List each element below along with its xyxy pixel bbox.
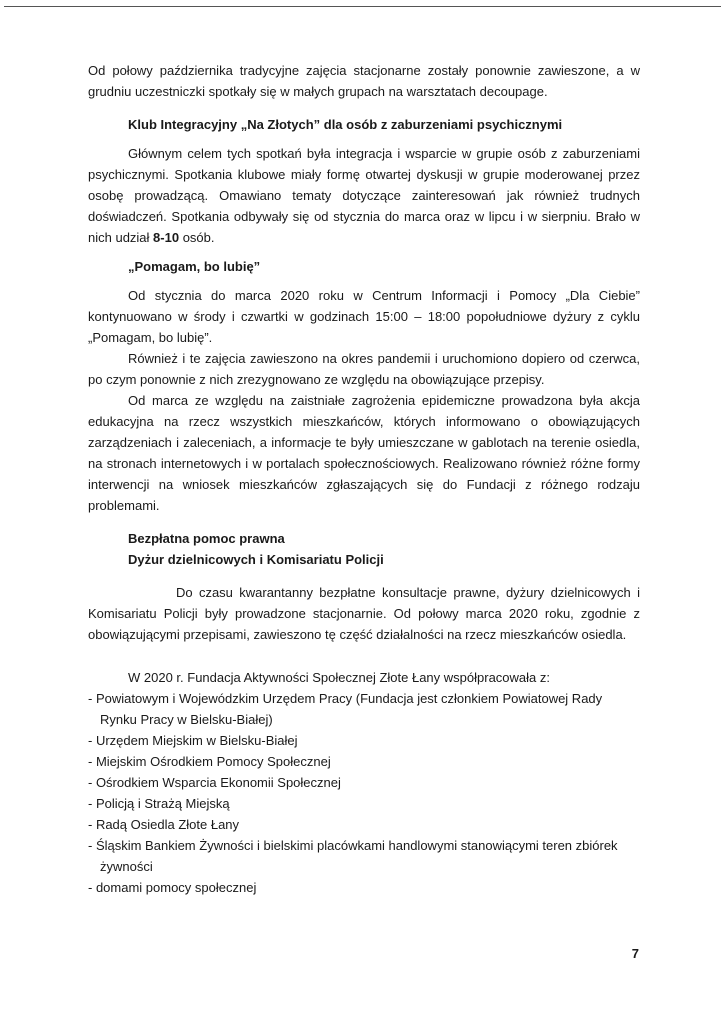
cooperation-list bbox=[88, 688, 640, 898]
section-heading-legal-aid: Bezpłatna pomoc prawna bbox=[128, 531, 285, 546]
list-item: - domami pomocy społecznej bbox=[88, 880, 257, 895]
klub-paragraph bbox=[88, 143, 640, 248]
list-item: - Policją i Strażą Miejską bbox=[88, 796, 230, 811]
list-item: - Radą Osiedla Złote Łany bbox=[88, 817, 240, 832]
list-item: - Ośrodkiem Wsparcia Ekonomii Społecznej bbox=[88, 775, 341, 790]
list-item: - Urzędem Miejskim w Bielsku-Białej bbox=[88, 733, 298, 748]
intro-paragraph: Od połowy października tradycyjne zajęcia stacjonarne zostały ponownie zawieszone, a w grudniu uczestniczki spotkały się w małych grupach na warsztatach decoupage. bbox=[88, 63, 640, 99]
legal-paragraph: Do czasu kwarantanny bezpłatne konsultacje prawne, dyżury dzielnicowych i Komisariatu Policji były prowadzone stacjonarnie. Od połowy marca 2020 roku, zgodnie z obowiązującymi przepisami, zawieszono tę część działalności na rzecz mieszkańców osiedla. bbox=[88, 585, 640, 642]
scan-edge-line bbox=[4, 6, 721, 7]
klub-body-text: Głównym celem tych spotkań była integracja i wsparcie w grupie osób z zaburzeniami psychicznymi. Spotkania klubowe miały formę otwartej dyskusji w grupie moderowanej przez osobę prowadzącą. Omawiano tematy dotyczące zainteresowań jak również trudnych doświadczeń. Spotkania odbywały się od stycznia do marca oraz w lipcu i w sierpniu. bbox=[88, 146, 640, 224]
list-item: - Śląskim Bankiem Żywności i bielskimi placówkami handlowymi stanowiącymi teren zbiórek żywności bbox=[88, 838, 618, 874]
document-page bbox=[88, 60, 640, 898]
cooperation-intro: W 2020 r. Fundacja Aktywności Społecznej Złote Łany współpracowała z: bbox=[128, 670, 550, 685]
pomagam-paragraph-1: Od stycznia do marca 2020 roku w Centrum Informacji i Pomocy „Dla Ciebie” kontynuowano w środy i czwartki w godzinach 15:00 – 18:00 popołudniowe dyżury z cyklu „Pomagam, bo lubię”. bbox=[88, 288, 640, 345]
klub-count-value: 8-10 bbox=[153, 230, 180, 245]
klub-count-suffix: osób. bbox=[179, 230, 215, 245]
list-item: - Powiatowym i Wojewódzkim Urzędem Pracy (Fundacja jest członkiem Powiatowej Rady Rynku Pracy w Bielsku-Białej) bbox=[88, 691, 603, 727]
pomagam-paragraph-3: Od marca ze względu na zaistniałe zagrożenia epidemiczne prowadzona była akcja edukacyjna na rzecz wszystkich mieszkańców, których informowano o obowiązujących zarządzeniach i zaleceniach, a informacje te były umieszczane w gablotach na terenie osiedla, na stronach internetowych i w portalach społecznościowych. Realizowano również różne formy interwencji na wniosek mieszkańców zgłaszających się do Fundacji z różnego rodzaju problemami. bbox=[88, 393, 640, 513]
page-number: 7 bbox=[631, 946, 639, 961]
klub-count-prefix: Brało w nich udział bbox=[88, 209, 640, 245]
section-heading-police-duty: Dyżur dzielnicowych i Komisariatu Policji bbox=[128, 552, 384, 567]
section-heading-klub: Klub Integracyjny „Na Złotych” dla osób z zaburzeniami psychicznymi bbox=[128, 117, 563, 132]
list-item: - Miejskim Ośrodkiem Pomocy Społecznej bbox=[88, 754, 331, 769]
pomagam-paragraph-2: Również i te zajęcia zawieszono na okres pandemii i uruchomiono dopiero od czerwca, po czym ponownie z nich zrezygnowano ze względu na obowiązujące przepisy. bbox=[88, 351, 640, 387]
section-heading-pomagam: „Pomagam, bo lubię” bbox=[128, 259, 261, 274]
